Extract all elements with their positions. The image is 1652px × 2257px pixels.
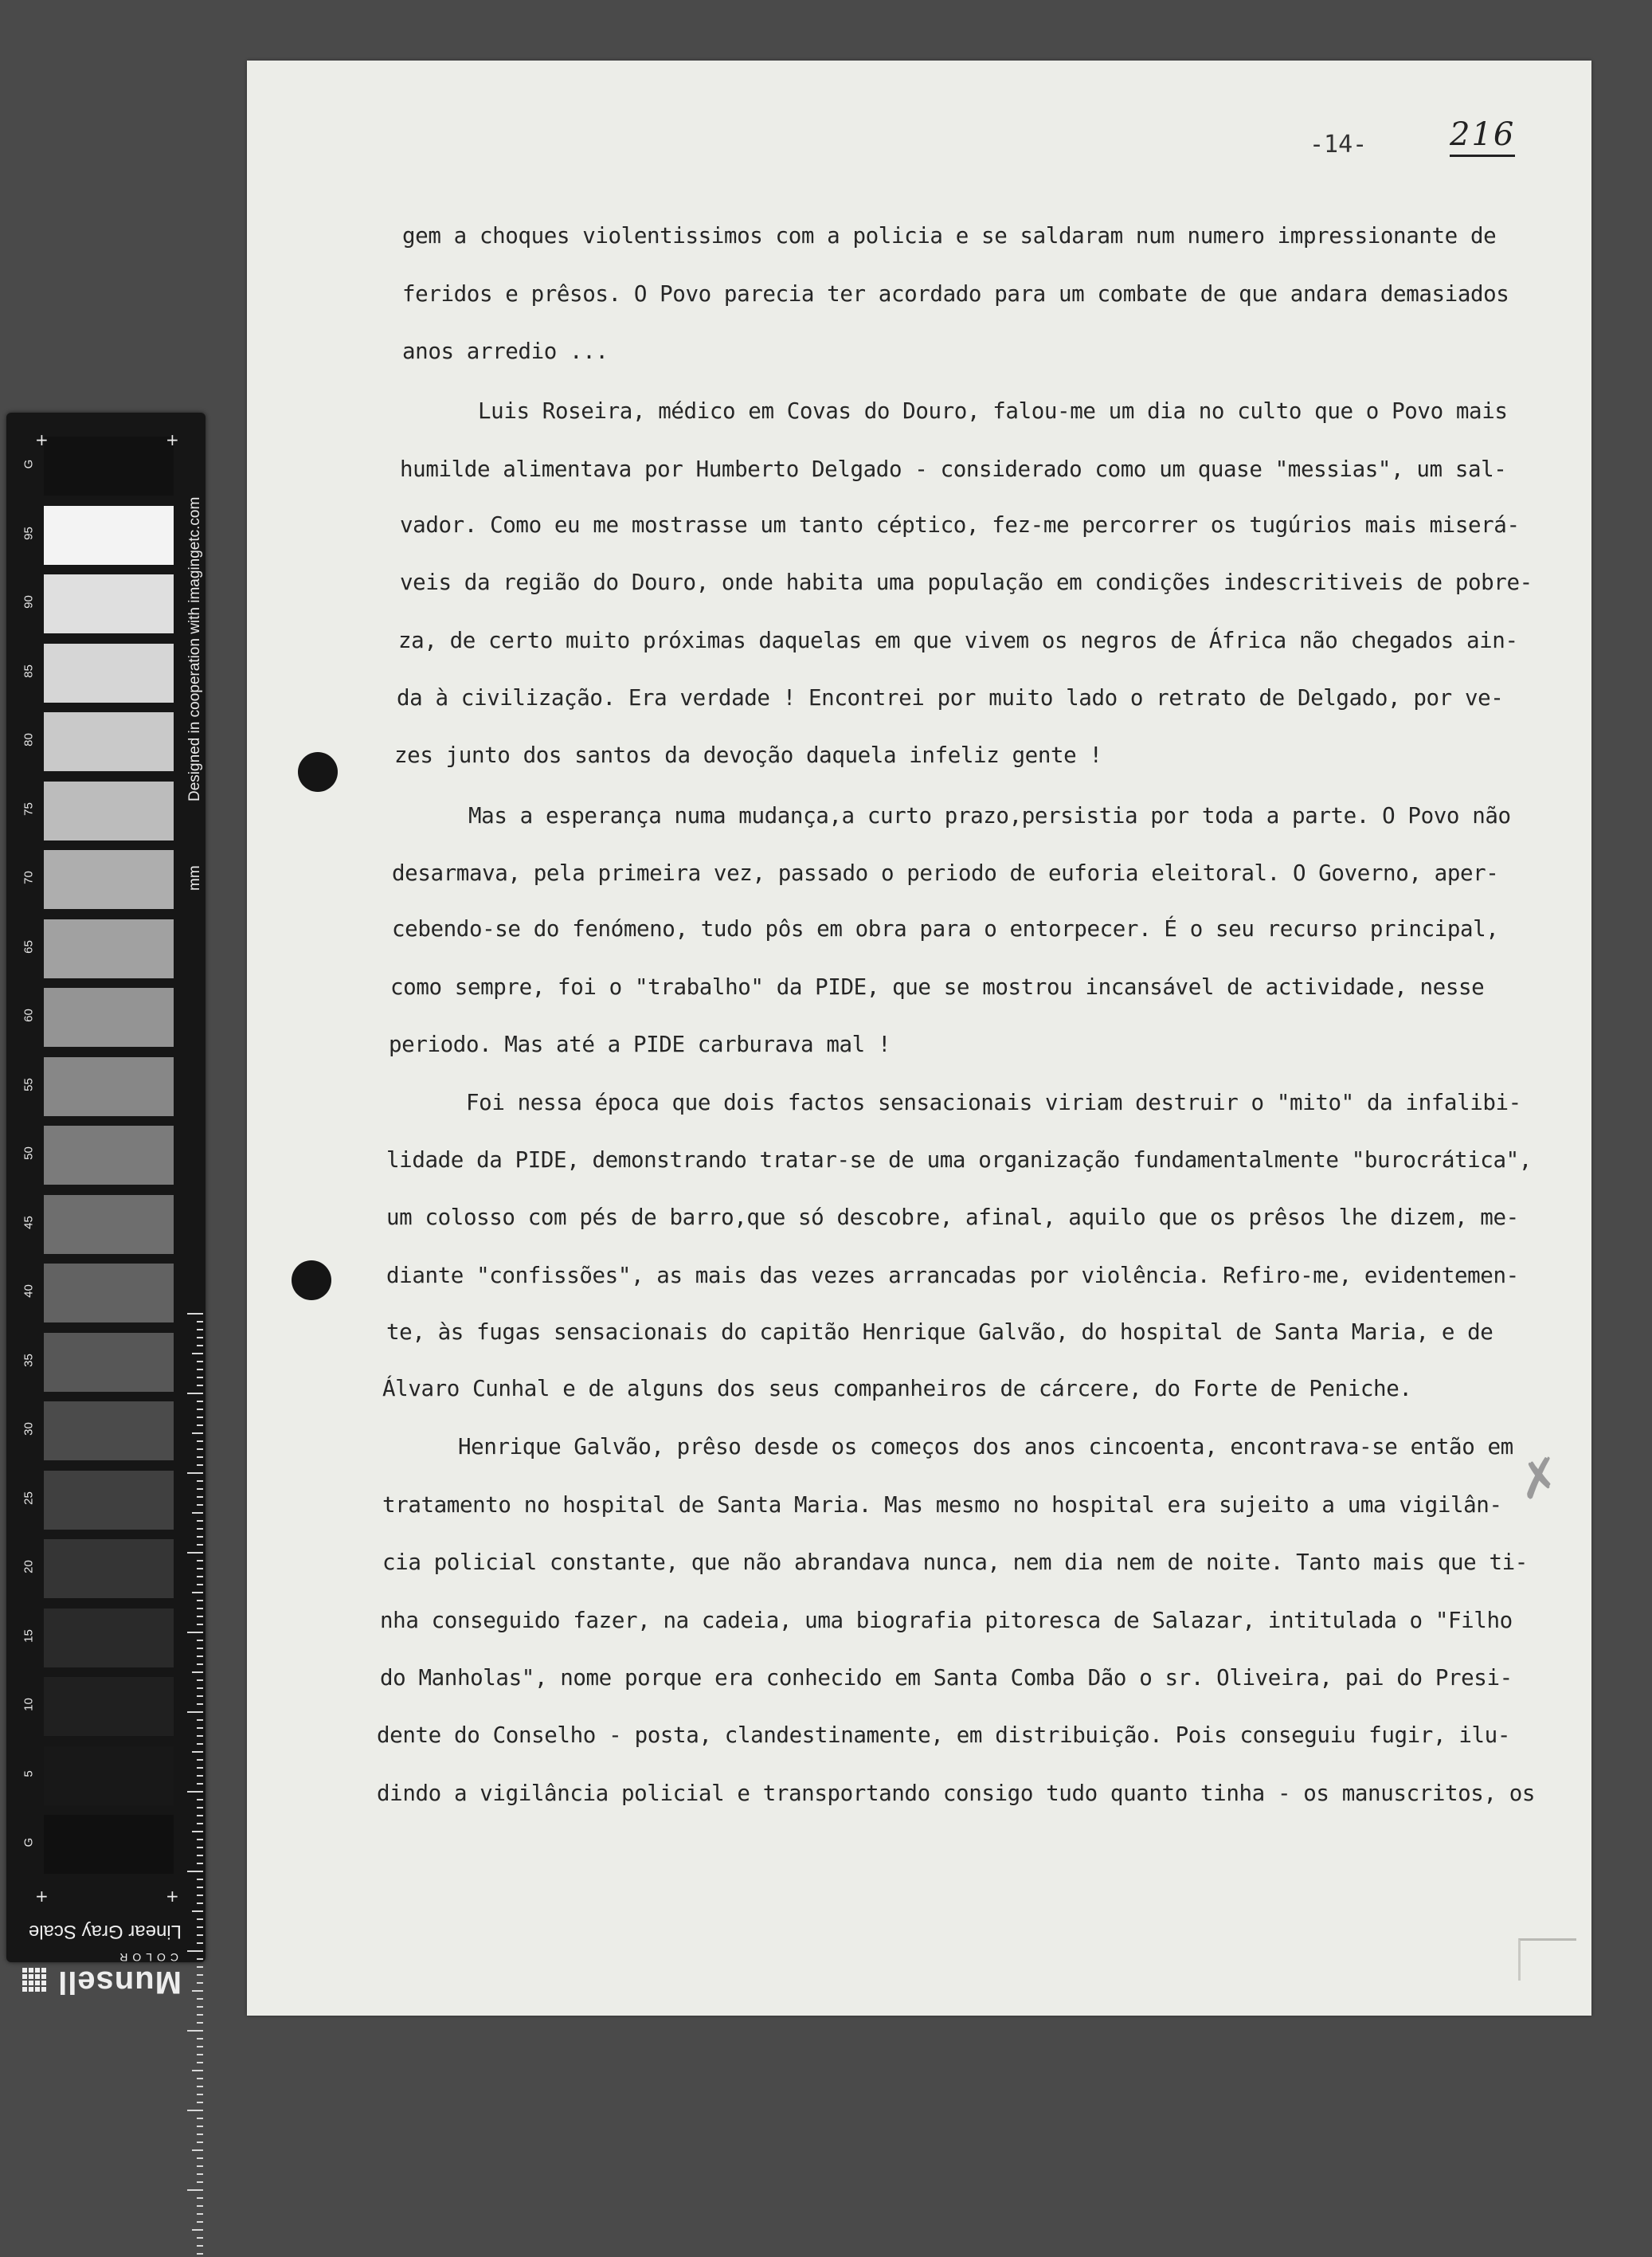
patch-label: 65	[22, 939, 36, 954]
ruler-tick	[197, 2078, 203, 2079]
ruler-tick	[197, 1783, 203, 1785]
ruler-tick	[197, 1321, 203, 1322]
ruler-tick	[197, 2006, 203, 2008]
ruler-tick	[192, 2149, 203, 2151]
ruler-tick	[197, 1926, 203, 1928]
ruler-tick	[197, 1918, 203, 1920]
ruler-tick	[197, 1528, 203, 1530]
ruler-tick	[187, 1552, 203, 1554]
text-line: tratamento no hospital de Santa Maria. Mas mesmo no hospital era sujeito a uma vigilân-	[382, 1492, 1502, 1518]
patch-label: 90	[22, 595, 36, 609]
ruler-tick	[197, 2102, 203, 2103]
text-line: Henrique Galvão, prêso desde os começos dos anos cincoenta, encontrava-se então em	[458, 1434, 1513, 1460]
text-line: cia policial constante, que não abrandava nunca, nem dia nem de noite. Tanto mais que ti-	[382, 1550, 1528, 1575]
ruler-tick	[187, 2189, 203, 2191]
patch-label: 75	[22, 801, 36, 816]
ruler-tick	[192, 1910, 203, 1912]
ruler-tick	[197, 1807, 203, 1808]
ruler-tick	[197, 2253, 203, 2255]
page-number: -14-	[1309, 131, 1368, 159]
ruler-tick	[192, 1671, 203, 1673]
patch-label: 20	[22, 1560, 36, 1573]
registration-mark: +	[35, 1887, 49, 1906]
scale-credit: Designed in cooperation with imagingetc.com	[186, 496, 203, 801]
text-line: vador. Como eu me mostrasse um tanto céptico, fez-me percorrer os tugúrios mais miserá-	[400, 512, 1520, 538]
ruler-tick	[192, 2070, 203, 2071]
patch-label: 60	[22, 1009, 36, 1022]
gray-patch	[44, 1126, 174, 1185]
typewritten-page	[247, 61, 1591, 2016]
gray-patch	[44, 919, 174, 978]
text-line: Foi nessa época que dois factos sensacionais viriam destruir o "mito" da infalibi-	[466, 1090, 1521, 1115]
ruler-tick	[197, 2126, 203, 2127]
text-line: te, às fugas sensacionais do capitão Henrique Galvão, do hospital de Santa Maria, e de	[386, 1319, 1493, 1345]
ruler-tick	[197, 1608, 203, 1609]
ruler-tick	[197, 1982, 203, 1984]
ruler-tick	[197, 1902, 203, 1904]
ruler-tick	[197, 1568, 203, 1569]
folio-number: 216	[1450, 116, 1515, 157]
ruler-tick	[197, 1719, 203, 1721]
ruler-tick	[187, 1791, 203, 1793]
ruler-tick	[197, 2118, 203, 2119]
text-line: zes junto dos santos da devoção daquela infeliz gente !	[394, 743, 1102, 768]
ruler-tick	[197, 1958, 203, 1960]
patch-label: 55	[22, 1077, 36, 1091]
ruler-tick	[197, 1934, 203, 1936]
patch-label: 95	[22, 526, 36, 540]
ruler-tick	[187, 1313, 203, 1315]
ruler-tick	[187, 1472, 203, 1474]
text-line: feridos e prêsos. O Povo parecia ter acordado para um combate de que andara demasiados	[402, 281, 1509, 307]
ruler-tick	[187, 1393, 203, 1394]
ruler-tick	[197, 1895, 203, 1896]
scale-title: Linear Gray Scale	[28, 1921, 182, 1942]
patch-label: 35	[22, 1353, 36, 1367]
text-line: do Manholas", nome porque era conhecido em Santa Comba Dão o sr. Oliveira, pai do Presi-	[380, 1665, 1513, 1691]
gray-patch	[44, 1057, 174, 1116]
ruler-tick	[197, 1448, 203, 1450]
text-line: nha conseguido fazer, na cadeia, uma biografia pitoresca de Salazar, intitulada o "Filho	[380, 1608, 1513, 1633]
ruler-tick	[187, 1632, 203, 1633]
ruler-tick	[197, 1727, 203, 1729]
ruler-tick	[197, 2197, 203, 2199]
ruler-tick	[192, 1751, 203, 1753]
ruler-tick	[197, 2213, 203, 2215]
ruler-tick	[197, 2141, 203, 2143]
registration-mark: +	[166, 1887, 179, 1906]
text-line: dindo a vigilância policial e transportando consigo tudo quanto tinha - os manuscritos, os	[377, 1781, 1536, 1806]
ruler-tick	[187, 2110, 203, 2111]
gray-patch	[44, 1333, 174, 1392]
ruler-tick	[197, 2205, 203, 2207]
ruler-tick	[197, 1488, 203, 1490]
ruler-tick	[192, 1990, 203, 1992]
patch-label: 85	[22, 664, 36, 678]
ruler-tick	[197, 2221, 203, 2223]
pencil-mark: ✗	[1512, 1446, 1567, 1513]
text-line: veis da região do Douro, onde habita uma população em condições indescritiveis de pobre-	[400, 570, 1533, 595]
ruler-tick	[197, 2094, 203, 2095]
ruler-tick	[187, 1871, 203, 1872]
patch-label: 10	[22, 1698, 36, 1711]
gray-patch	[44, 1401, 174, 1460]
text-line: lidade da PIDE, demonstrando tratar-se de uma organização fundamentalmente "burocrática",	[386, 1147, 1532, 1173]
gray-patch	[44, 1609, 174, 1667]
ruler-tick	[197, 1759, 203, 1761]
gray-patch	[44, 712, 174, 771]
text-line: humilde alimentava por Humberto Delgado - considerado como um quase "messias", um sal-	[400, 456, 1507, 482]
text-line: dente do Conselho - posta, clandestinamente, em distribuição. Pois conseguiu fugir, ilu-	[377, 1722, 1510, 1748]
ruler-tick	[192, 1353, 203, 1354]
ruler-tick	[197, 2022, 203, 2024]
ruler-tick	[197, 1847, 203, 1848]
ruler-tick	[197, 1520, 203, 1522]
ruler-tick	[197, 1377, 203, 1378]
ruler-tick	[197, 1361, 203, 1362]
ruler-tick	[197, 1942, 203, 1944]
ruler-tick	[187, 2030, 203, 2032]
ruler-tick	[197, 1839, 203, 1840]
ruler-tick	[197, 1480, 203, 1482]
patch-label: 80	[22, 733, 36, 746]
ruler-tick	[197, 1464, 203, 1466]
ruler-tick	[197, 2134, 203, 2135]
ruler-tick	[197, 1544, 203, 1546]
ruler-tick	[197, 2086, 203, 2087]
patch-label: 70	[22, 871, 36, 884]
patch-label: 40	[22, 1284, 36, 1298]
ruler-tick	[197, 2062, 203, 2063]
ruler-tick	[197, 1424, 203, 1426]
gray-patch	[44, 1539, 174, 1598]
ruler-tick	[197, 2245, 203, 2247]
ruler-tick	[192, 1831, 203, 1832]
ruler-tick	[197, 2038, 203, 2040]
ruler-tick	[197, 1887, 203, 1888]
ruler-tick	[197, 2046, 203, 2047]
patch-label: G	[22, 459, 36, 469]
text-line: anos arredio ...	[402, 339, 609, 364]
gray-scale-card	[6, 413, 206, 1962]
ruler-tick	[197, 1600, 203, 1601]
ruler-tick	[197, 1775, 203, 1777]
ruler-tick	[197, 1504, 203, 1506]
text-line: como sempre, foi o "trabalho" da PIDE, que se mostrou incansável de actividade, nesse	[390, 974, 1485, 1000]
gray-patch	[44, 782, 174, 840]
gray-patch	[44, 1264, 174, 1322]
munsell-logo-icon	[22, 1968, 46, 1992]
ruler-tick	[197, 1823, 203, 1824]
ruler-tick	[197, 1337, 203, 1338]
ruler-tick	[197, 1767, 203, 1769]
ruler-tick	[192, 1432, 203, 1434]
punch-hole	[292, 1260, 331, 1300]
gray-patch	[44, 506, 174, 565]
ruler-tick	[197, 2237, 203, 2239]
ruler-tick	[192, 1592, 203, 1593]
ruler-tick	[197, 1584, 203, 1585]
ruler-tick	[197, 1974, 203, 1976]
ruler-tick	[197, 1640, 203, 1641]
ruler-tick	[197, 1496, 203, 1498]
ruler-tick	[197, 2157, 203, 2159]
ruler-tick	[197, 1743, 203, 1745]
gray-patch	[44, 850, 174, 909]
ruler-tick	[197, 1616, 203, 1617]
munsell-brand	[22, 1912, 182, 2000]
gray-patch	[44, 1471, 174, 1530]
brand-sub: COLOR	[115, 1951, 178, 1964]
ruler-tick	[197, 1855, 203, 1856]
ruler-tick	[197, 1369, 203, 1370]
ruler-tick	[197, 1663, 203, 1665]
ruler-tick	[197, 1815, 203, 1816]
ruler-tick	[197, 1409, 203, 1410]
ruler-tick	[197, 1695, 203, 1697]
ruler-tick	[197, 1648, 203, 1649]
brand-name: Munsell	[57, 1965, 182, 2000]
text-line: Álvaro Cunhal e de alguns dos seus companheiros de cárcere, do Forte de Peniche.	[382, 1376, 1412, 1401]
ruler-tick	[197, 1329, 203, 1330]
ruler-tick	[197, 1385, 203, 1386]
text-line: cebendo-se do fenómeno, tudo pôs em obra para o entorpecer. É o seu recurso principal,	[392, 916, 1499, 942]
ruler-tick	[197, 1879, 203, 1880]
ruler-tick	[197, 1624, 203, 1625]
ruler-tick	[187, 1950, 203, 1952]
text-line: za, de certo muito próximas daquelas em que vivem os negros de África não chegados ain-	[398, 628, 1518, 653]
ruler-tick	[197, 1966, 203, 1968]
corner-mark	[1518, 1938, 1576, 1981]
ruler-tick	[187, 1711, 203, 1713]
ruler-tick	[197, 1679, 203, 1681]
text-line: Luis Roseira, médico em Covas do Douro, falou-me um dia no culto que o Povo mais	[478, 398, 1508, 424]
ruler-tick	[197, 1687, 203, 1689]
ruler-tick	[197, 1345, 203, 1346]
text-line: desarmava, pela primeira vez, passado o periodo de euforia eleitoral. O Governo, aper-	[392, 860, 1499, 886]
ruler-tick	[197, 1656, 203, 1657]
ruler-tick	[197, 1560, 203, 1561]
text-line: um colosso com pés de barro,que só descobre, afinal, aquilo que os prêsos lhe dizem, me-	[386, 1205, 1519, 1230]
text-line: da à civilização. Era verdade ! Encontrei por muito lado o retrato de Delgado, por ve-	[397, 685, 1504, 711]
ruler-tick	[197, 1735, 203, 1737]
patch-label: 30	[22, 1422, 36, 1436]
ruler-tick	[192, 1512, 203, 1514]
mm-ruler	[186, 1313, 203, 2257]
ruler-tick	[197, 1863, 203, 1864]
ruler-tick	[197, 2054, 203, 2055]
gray-patch	[44, 644, 174, 703]
text-line: diante "confissões", as mais das vezes arrancadas por violência. Refiro-me, evidentemen-	[386, 1263, 1519, 1288]
patch-label: 45	[22, 1215, 36, 1229]
gray-patch	[44, 988, 174, 1047]
registration-mark: +	[35, 430, 49, 449]
gray-patch	[44, 437, 174, 496]
scale-unit: mm	[186, 865, 203, 891]
ruler-tick	[197, 2014, 203, 2016]
ruler-tick	[197, 2165, 203, 2167]
registration-mark: +	[166, 430, 179, 449]
text-line: gem a choques violentissimos com a policia e se saldaram num numero impressionante de	[402, 223, 1497, 249]
gray-patch	[44, 574, 174, 633]
ruler-tick	[197, 1799, 203, 1801]
text-line: periodo. Mas até a PIDE carburava mal !	[389, 1032, 891, 1057]
ruler-tick	[197, 1456, 203, 1458]
ruler-tick	[197, 1576, 203, 1577]
patch-label: G	[22, 1837, 36, 1848]
patch-label: 50	[22, 1146, 36, 1160]
patch-label: 5	[22, 1769, 36, 1777]
ruler-tick	[197, 1536, 203, 1538]
ruler-tick	[197, 1401, 203, 1402]
ruler-tick	[197, 1417, 203, 1418]
gray-patch	[44, 1746, 174, 1805]
ruler-tick	[197, 1703, 203, 1705]
ruler-tick	[197, 2173, 203, 2175]
ruler-tick	[197, 2181, 203, 2183]
ruler-tick	[197, 1440, 203, 1442]
patch-label: 15	[22, 1628, 36, 1643]
gray-patch	[44, 1195, 174, 1254]
text-line: Mas a esperança numa mudança,a curto prazo,persistia por toda a parte. O Povo não	[468, 803, 1511, 829]
ruler-tick	[197, 1998, 203, 2000]
patch-label: 25	[22, 1491, 36, 1505]
ruler-tick	[192, 2229, 203, 2231]
gray-patch	[44, 1815, 174, 1874]
gray-patch	[44, 1677, 174, 1736]
punch-hole	[298, 752, 338, 792]
